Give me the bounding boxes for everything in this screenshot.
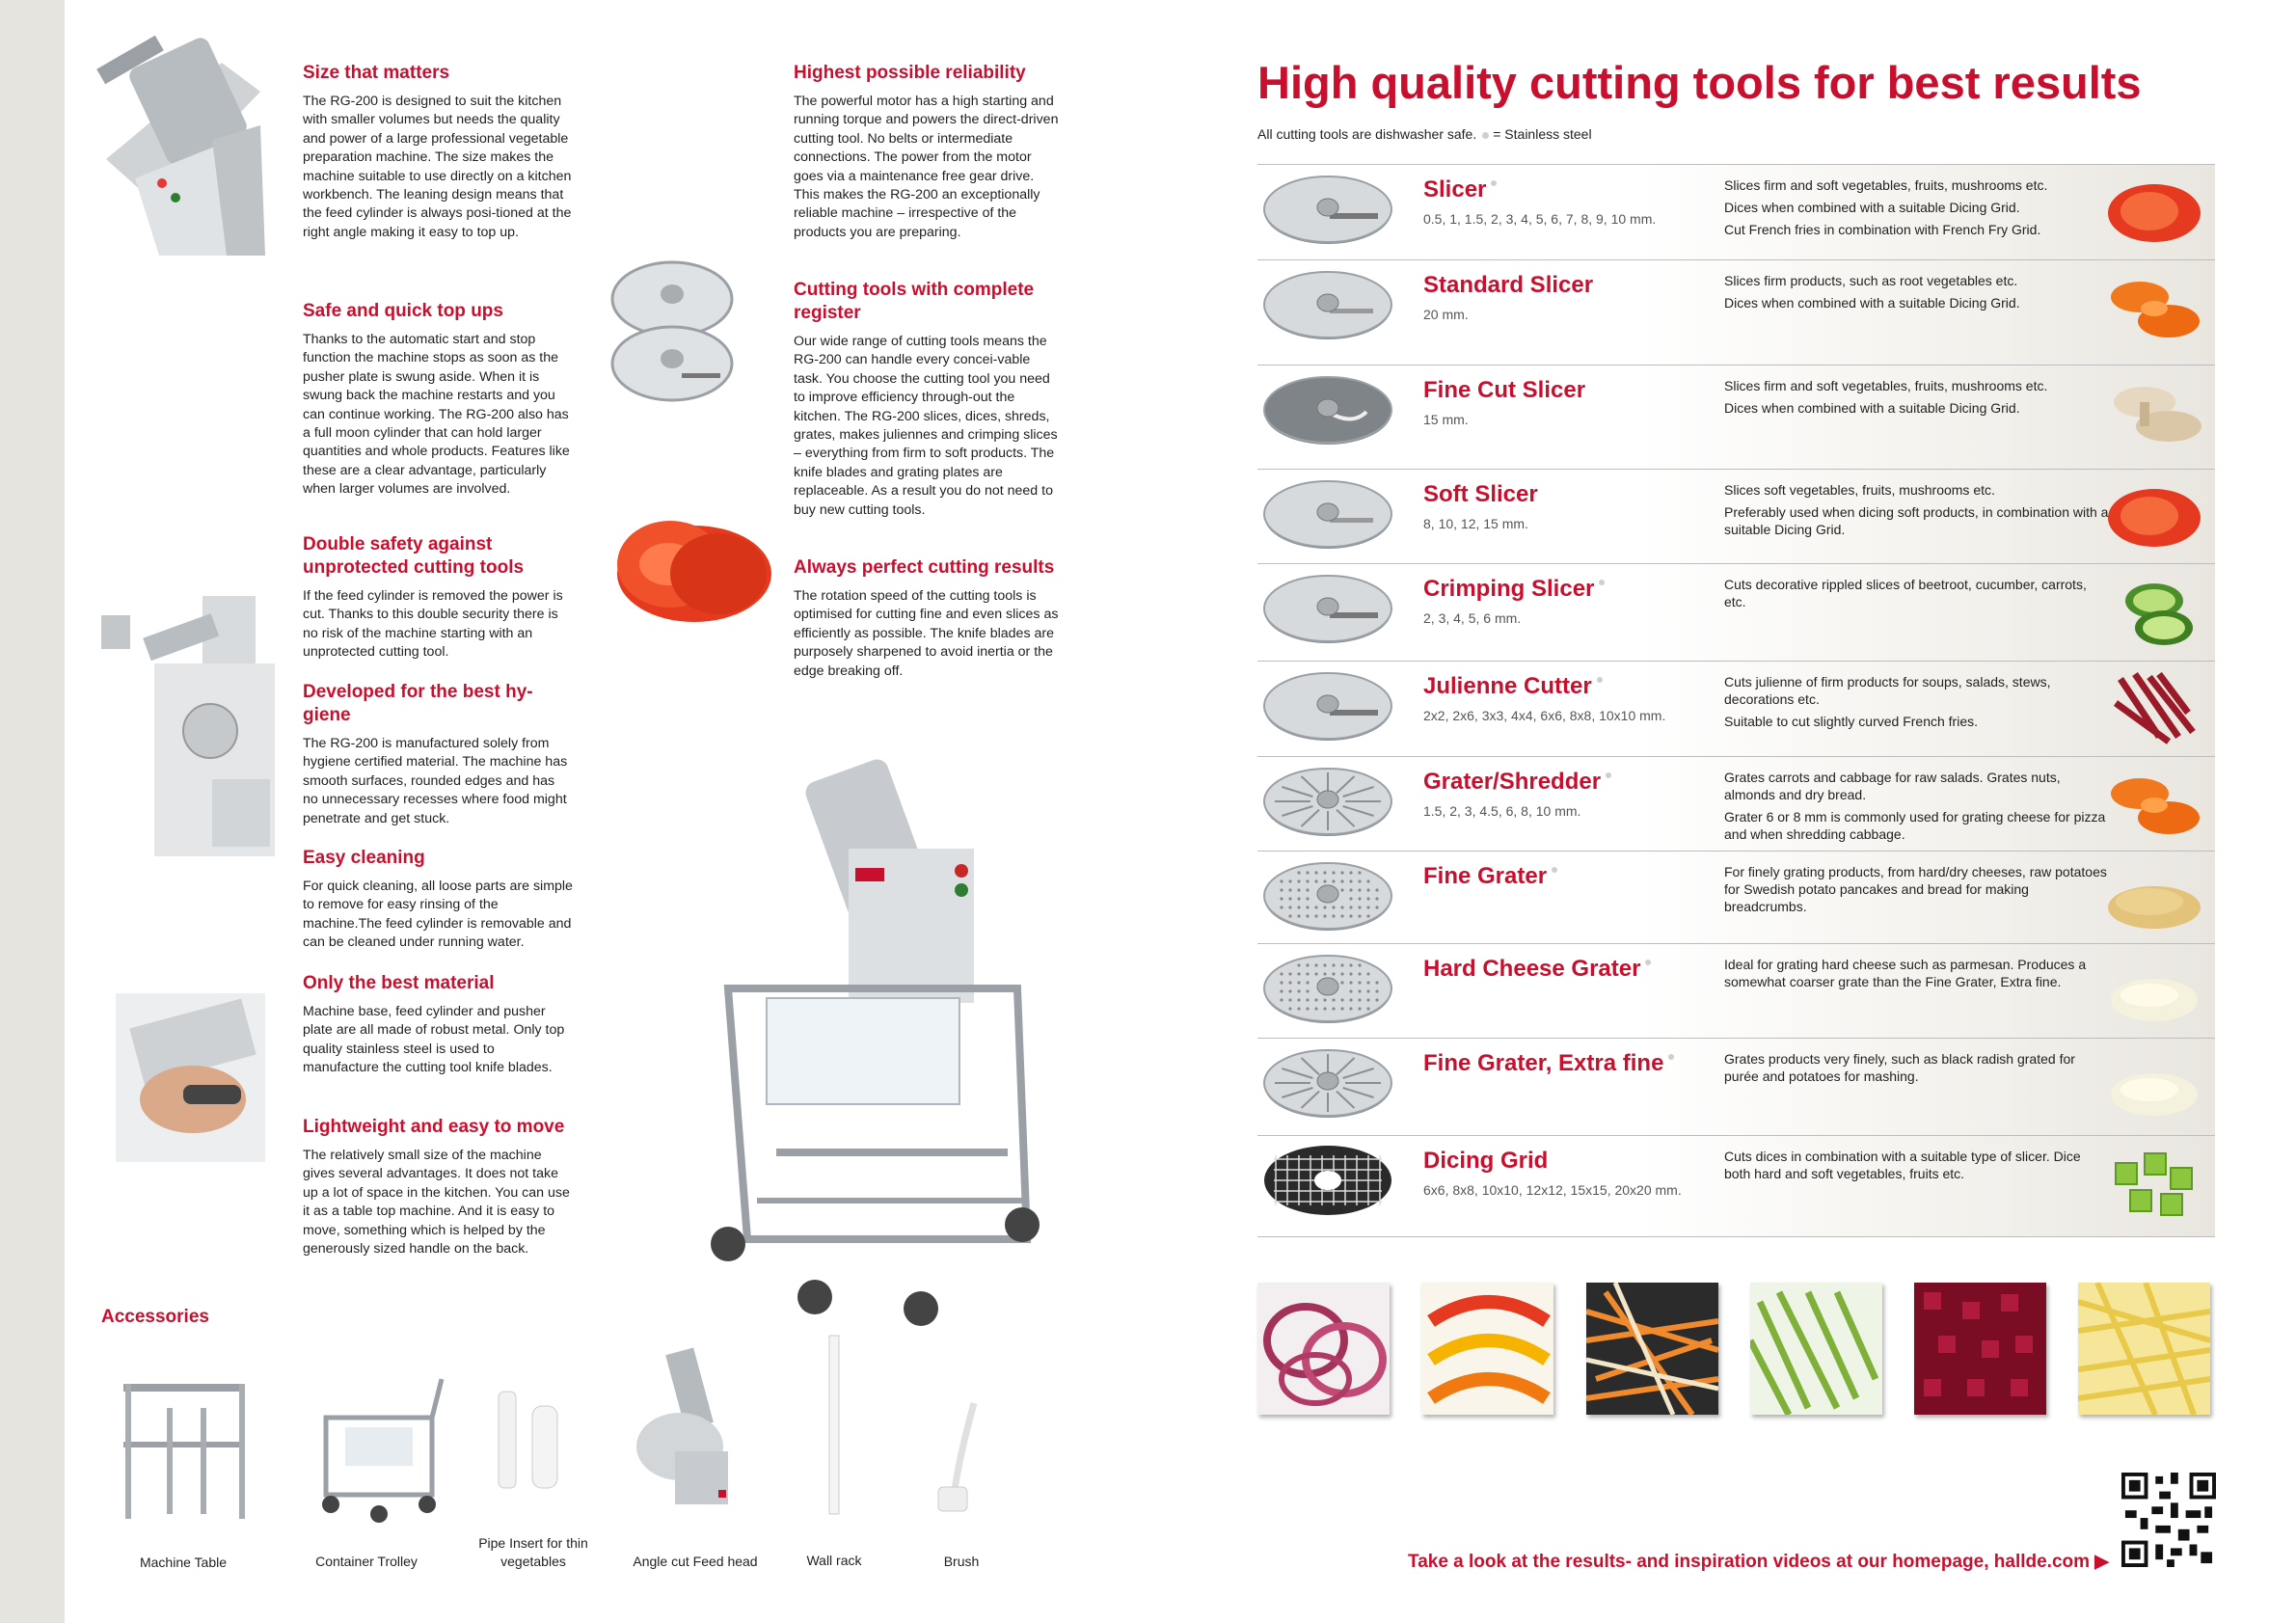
tool-name bbox=[1423, 956, 1651, 983]
angle-feed-head-icon bbox=[632, 1345, 743, 1514]
accessory-label: Angle cut Feed head bbox=[633, 1554, 758, 1569]
tool-name bbox=[1423, 481, 1538, 508]
tool-description: Cuts dices in combination with a suitable type of slicer. Dice both hard and soft vegetables, fruits etc. bbox=[1724, 1149, 2081, 1181]
stainless-dot-icon bbox=[1552, 867, 1557, 873]
stainless-dot-icon bbox=[1599, 580, 1605, 585]
section-body: The powerful motor has a high starting and running torque and powers the direct-driven cutting tool. No belts or intermediate connections. The power from the motor goes via a maintenance free gear drive. This makes the RG-200 an exceptionally reliable machine – irrespective of the products you are preparing. bbox=[794, 94, 1059, 240]
page-title: High quality cutting tools for best results bbox=[1257, 57, 2142, 108]
dishwasher-note bbox=[1257, 126, 1592, 142]
tool-name bbox=[1423, 1050, 1674, 1077]
tool-row bbox=[1257, 164, 2215, 260]
shredded-carrot-photo bbox=[1586, 1283, 1718, 1415]
tool-name bbox=[1423, 576, 1605, 603]
accessory-label: Pipe Insert for thin vegetables bbox=[478, 1535, 588, 1569]
section-hygiene bbox=[303, 681, 573, 828]
tool-description: Grates products very finely, such as black radish grated for purée and potatoes for mashing. bbox=[1724, 1051, 2075, 1084]
machine-table-icon bbox=[104, 1369, 263, 1528]
section-safety bbox=[303, 533, 573, 663]
section-title: Cutting tools with complete register bbox=[794, 280, 1035, 323]
cutting-disc-icon bbox=[1260, 1046, 1395, 1120]
beet-dice-photo bbox=[1914, 1283, 2046, 1415]
accessory-label: Brush bbox=[943, 1554, 980, 1569]
stainless-dot-icon bbox=[1645, 960, 1651, 965]
stainless-dot-icon bbox=[1597, 677, 1603, 683]
section-body: Thanks to the automatic start and stop function the machine stops as soon as the pusher plate is swung aside. When it is swung back the machine restarts and you can continue working. The RG-200 also has a full moon cylinder that can hold larger quantities and whole products. Features like these are a clear advantage, particularly when larger volumes are involved. bbox=[303, 332, 570, 498]
tool-description: Grates carrots and cabbage for raw salads. Grates nuts, almonds and dry bread. bbox=[1724, 770, 2061, 802]
tool-description: Suitable to cut slightly curved French fries. bbox=[1724, 714, 1979, 729]
section-title: Lightweight and easy to move bbox=[303, 1117, 565, 1137]
section-body: Our wide range of cutting tools means the RG-200 can handle every concei-vable task. You choose the cutting tool you need to improve efficiency through-out the kitchen. The RG-200 slices, dices, shreds, grates, makes juliennes and crimping slices – everything from firm to soft products. The knife blades and grating plates are replaceable. As a result you do not need to buy new cutting tools. bbox=[794, 334, 1058, 518]
cutting-disc-icon bbox=[1260, 1144, 1395, 1217]
page-spine bbox=[0, 0, 65, 1623]
section-body: The RG-200 is manufactured solely from hygiene certified material. The machine has smooth surfaces, rounded edges and has no unnecessary recesses where food might penetrate and get stuck. bbox=[303, 736, 568, 826]
section-body: For quick cleaning, all loose parts are simple to remove for easy rinsing of the machine.The feed cylinder is removable and can be cleaned under running water. bbox=[303, 879, 573, 951]
tool-name-text: Slicer bbox=[1423, 176, 1487, 203]
tool-row bbox=[1257, 1135, 2215, 1237]
section-topups bbox=[303, 300, 573, 500]
tool-row bbox=[1257, 756, 2215, 852]
section-title: Double safety against unprotected cutting tools bbox=[303, 534, 525, 578]
food-result-image bbox=[2101, 477, 2207, 555]
tool-row bbox=[1257, 259, 2215, 365]
tool-description: Cuts decorative rippled slices of beetroot, cucumber, carrots, etc. bbox=[1724, 577, 2087, 609]
tool-sizes: 6x6, 8x8, 10x10, 12x12, 15x15, 20x20 mm. bbox=[1423, 1182, 1682, 1198]
onion-photo bbox=[1257, 1283, 1390, 1415]
cucumber-julienne-photo bbox=[1750, 1283, 1882, 1415]
food-result-image bbox=[2101, 173, 2207, 250]
tool-name bbox=[1423, 673, 1603, 700]
tool-description: Dices when combined with a suitable Dicing Grid. bbox=[1724, 200, 2020, 215]
accessories-title: Accessories bbox=[101, 1307, 209, 1327]
tool-description: Cuts julienne of firm products for soups, salads, stews, decorations etc. bbox=[1724, 674, 2051, 707]
tool-row bbox=[1257, 1038, 2215, 1136]
stainless-dot-icon bbox=[1668, 1054, 1674, 1060]
section-title: Safe and quick top ups bbox=[303, 301, 503, 321]
container-trolley-icon bbox=[307, 1369, 451, 1528]
food-result-image bbox=[2101, 952, 2207, 1029]
food-result-image bbox=[2101, 373, 2207, 450]
tool-name bbox=[1423, 272, 1593, 299]
tool-sizes: 2, 3, 4, 5, 6 mm. bbox=[1423, 610, 1522, 626]
cutting-disc-icon bbox=[1260, 173, 1395, 246]
tool-sizes: 15 mm. bbox=[1423, 412, 1469, 427]
tool-name-text: Dicing Grid bbox=[1423, 1148, 1549, 1174]
tool-name-text: Grater/Shredder bbox=[1423, 769, 1602, 795]
tool-row bbox=[1257, 365, 2215, 470]
tool-name-text: Crimping Slicer bbox=[1423, 576, 1595, 602]
section-reliability bbox=[794, 62, 1059, 242]
tool-name-text: Standard Slicer bbox=[1423, 272, 1594, 298]
section-body: If the feed cylinder is removed the power is cut. Thanks to this double security there is no risk of the machine starting with an unprotected cutting tool. bbox=[303, 588, 563, 661]
accessory-label: Machine Table bbox=[139, 1555, 228, 1570]
brush-icon bbox=[931, 1398, 988, 1524]
food-result-image bbox=[2101, 859, 2207, 936]
tool-name-text: Fine Grater, Extra fine bbox=[1423, 1050, 1664, 1076]
food-result-image bbox=[2101, 572, 2207, 649]
food-result-image bbox=[2101, 1144, 2207, 1221]
machine-image-open bbox=[96, 586, 284, 866]
stainless-dot-icon bbox=[1491, 180, 1497, 186]
pipe-insert-icon bbox=[494, 1387, 566, 1493]
tool-sizes: 20 mm. bbox=[1423, 307, 1469, 322]
accessory-label: Wall rack bbox=[806, 1553, 862, 1568]
tool-description: Preferably used when dicing soft products, in combination with a suitable Dicing Grid. bbox=[1724, 504, 2109, 537]
tool-name bbox=[1423, 377, 1585, 404]
grated-cheese-photo bbox=[2078, 1283, 2210, 1415]
stainless-dot-icon bbox=[1606, 772, 1611, 778]
cutting-disc-icon bbox=[1260, 765, 1395, 838]
tool-description: Cut French fries in combination with French Fry Grid. bbox=[1724, 222, 2041, 237]
tool-description: Ideal for grating hard cheese such as parmesan. Produces a somewhat coarser grate than the Fine Grater, Extra fine. bbox=[1724, 957, 2087, 989]
tool-sizes: 0.5, 1, 1.5, 2, 3, 4, 5, 6, 7, 8, 9, 10 mm. bbox=[1423, 211, 1657, 227]
food-result-image bbox=[2101, 669, 2207, 746]
accessory-label: Container Trolley bbox=[315, 1554, 418, 1569]
tool-name bbox=[1423, 1148, 1548, 1175]
tool-row bbox=[1257, 469, 2215, 564]
tool-description: Dices when combined with a suitable Dicing Grid. bbox=[1724, 400, 2020, 416]
food-result-image bbox=[2101, 268, 2207, 345]
list-bottom-rule bbox=[1257, 1236, 2215, 1237]
tool-name bbox=[1423, 863, 1557, 890]
section-register bbox=[794, 279, 1059, 520]
stainless-dot-icon bbox=[1482, 132, 1489, 139]
food-result-image bbox=[2101, 765, 2207, 842]
tool-row bbox=[1257, 851, 2215, 944]
tool-name-text: Soft Slicer bbox=[1423, 481, 1538, 507]
tool-description: Slices soft vegetables, fruits, mushrooms etc. bbox=[1724, 482, 1995, 498]
tool-description: Slices firm and soft vegetables, fruits, mushrooms etc. bbox=[1724, 177, 2048, 193]
cutting-disc-icon bbox=[1260, 477, 1395, 551]
tool-name-text: Julienne Cutter bbox=[1423, 673, 1592, 699]
cutting-disc-icon bbox=[1260, 859, 1395, 933]
section-lightweight bbox=[303, 1116, 573, 1258]
cutting-disc-icon bbox=[1260, 268, 1395, 341]
section-title: Only the best material bbox=[303, 973, 495, 993]
section-title: Size that matters bbox=[303, 63, 450, 83]
wall-rack-icon bbox=[820, 1331, 849, 1519]
tomato-slices-image bbox=[603, 506, 781, 627]
tool-description: Slices firm and soft vegetables, fruits, mushrooms etc. bbox=[1724, 378, 2048, 393]
section-title: Developed for the best hy-giene bbox=[303, 682, 533, 725]
section-title: Always perfect cutting results bbox=[794, 557, 1055, 578]
tool-row bbox=[1257, 563, 2215, 662]
tool-sizes: 8, 10, 12, 15 mm. bbox=[1423, 516, 1528, 531]
cutting-disc-icon bbox=[1260, 669, 1395, 743]
section-title: Highest possible reliability bbox=[794, 63, 1026, 83]
qr-code[interactable] bbox=[2121, 1473, 2216, 1567]
section-results bbox=[794, 556, 1059, 681]
homepage-link[interactable]: Take a look at the results- and inspiration videos at our homepage, hallde.com ▶ bbox=[1408, 1552, 2109, 1572]
tool-name-text: Fine Cut Slicer bbox=[1423, 377, 1586, 403]
cutting-disc-icon bbox=[1260, 373, 1395, 446]
machine-image-top bbox=[68, 34, 275, 260]
note-suffix: = Stainless steel bbox=[1493, 126, 1592, 142]
tool-row bbox=[1257, 661, 2215, 757]
section-body: The rotation speed of the cutting tools is optimised for cutting fine and even slices as efficiently as possible. The knife blades are purposely sharpened to avoid inertia or the edge breaking off. bbox=[794, 588, 1059, 679]
tool-description: Dices when combined with a suitable Dicing Grid. bbox=[1724, 295, 2020, 311]
section-title: Easy cleaning bbox=[303, 848, 425, 868]
section-body: The relatively small size of the machine gives several advantages. It does not take up a lot of space in the kitchen. You can use it as a table top machine. And it is easy to move, something which is helped by the generously sized handle on the back. bbox=[303, 1148, 570, 1258]
section-material bbox=[303, 972, 573, 1078]
tool-name-text: Fine Grater bbox=[1423, 863, 1548, 889]
section-cleaning bbox=[303, 847, 573, 953]
section-body: The RG-200 is designed to suit the kitchen with smaller volumes but needs the quality and power of a large professional vegetable preparation machine. The size makes the machine suitable to use directly on a kitchen workbench. The leaning design means that the feed cylinder is always posi-tioned at the right angle making it easy to top up. bbox=[303, 94, 572, 240]
tool-name-text: Hard Cheese Grater bbox=[1423, 956, 1641, 982]
section-body: Machine base, feed cylinder and pusher plate are all made of robust metal. Only top quality stainless steel is used to manufacture the cutting tool knife blades. bbox=[303, 1004, 565, 1076]
slicer-discs-image bbox=[603, 256, 738, 419]
cutting-disc-icon bbox=[1260, 572, 1395, 645]
section-size bbox=[303, 62, 573, 242]
cutting-disc-icon bbox=[1260, 952, 1395, 1025]
tool-description: Grater 6 or 8 mm is commonly used for grating cheese for pizza and when shredding cabbage. bbox=[1724, 809, 2106, 842]
tool-sizes: 1.5, 2, 3, 4.5, 6, 8, 10 mm. bbox=[1423, 803, 1581, 819]
food-result-image bbox=[2101, 1046, 2207, 1123]
note-prefix: All cutting tools are dishwasher safe. bbox=[1257, 126, 1477, 142]
tool-sizes: 2x2, 2x6, 3x3, 4x4, 6x6, 8x8, 10x10 mm. bbox=[1423, 708, 1666, 723]
handle-image bbox=[116, 993, 265, 1162]
tool-description: For finely grating products, from hard/dry cheeses, raw potatoes for Swedish potato pancakes and bread for making breadcrumbs. bbox=[1724, 864, 2107, 914]
machine-trolley-image bbox=[689, 699, 1104, 1331]
pepper-photo bbox=[1421, 1283, 1553, 1415]
tool-name bbox=[1423, 176, 1497, 203]
tool-row bbox=[1257, 943, 2215, 1039]
tool-description: Slices firm products, such as root vegetables etc. bbox=[1724, 273, 2018, 288]
tool-name bbox=[1423, 769, 1611, 796]
